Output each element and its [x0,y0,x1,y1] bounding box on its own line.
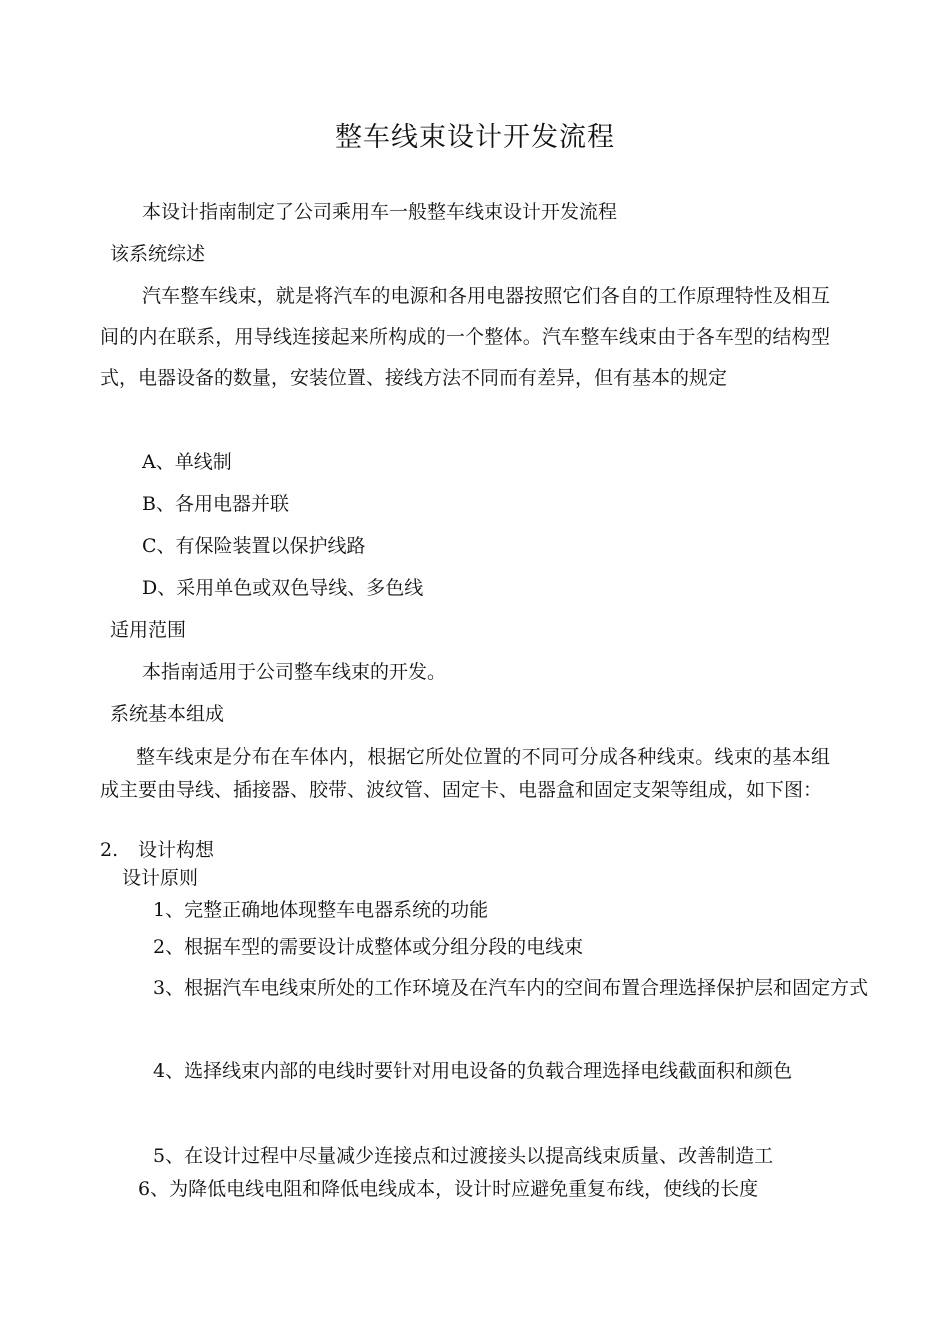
principle-item: 3、根据汽车电线束所处的工作环境及在汽车内的空间布置合理选择保护层和固定方式 [153,977,869,999]
principle-item: 4、选择线束内部的电线时要针对用电设备的负载合理选择电线截面积和颜色 [153,1060,793,1082]
principles-heading: 设计原则 [122,867,199,889]
scope-text: 本指南适用于公司整车线束的开发。 [142,661,447,683]
rule-item: D、采用单色或双色导线、多色线 [142,577,424,599]
rule-item: A、单线制 [142,451,232,473]
principle-item: 1、完整正确地体现整车电器系统的功能 [153,899,489,921]
scope-heading: 适用范围 [110,619,187,641]
section-title: 设计构想 [138,839,215,861]
principle-item: 6、为降低电线电阻和降低电线成本，设计时应避免重复布线，使线的长度 [138,1178,759,1200]
principle-item: 5、在设计过程中尽量减少连接点和过渡接头以提高线束质量、改善制造工 [153,1145,774,1167]
overview-heading: 该系统综述 [110,243,206,265]
overview-paragraph: 汽车整车线束，就是将汽车的电源和各用电器按照它们各自的工作原理特性及相互间的内在联系，用导线连接起来所构成的一个整体。汽车整车线束由于各车型的结构型式，电器设备的数量，安装位置、接线方法不同而有差异，但有基本的规定 [100,285,830,389]
section-number: 2. [100,839,119,861]
document-title: 整车线束设计开发流程 [335,122,615,153]
intro-text: 本设计指南制定了公司乘用车一般整车线束设计开发流程 [142,201,618,223]
rule-item: B、各用电器并联 [142,493,289,515]
composition-paragraph: 整车线束是分布在车体内，根据它所处位置的不同可分成各种线束。线束的基本组成主要由导线、插接器、胶带、波纹管、固定卡、电器盒和固定支架等组成，如下图： [100,746,830,801]
rule-item: C、有保险装置以保护线路 [142,535,366,557]
composition-heading: 系统基本组成 [110,703,225,725]
principle-item: 2、根据车型的需要设计成整体或分组分段的电线束 [153,936,584,958]
